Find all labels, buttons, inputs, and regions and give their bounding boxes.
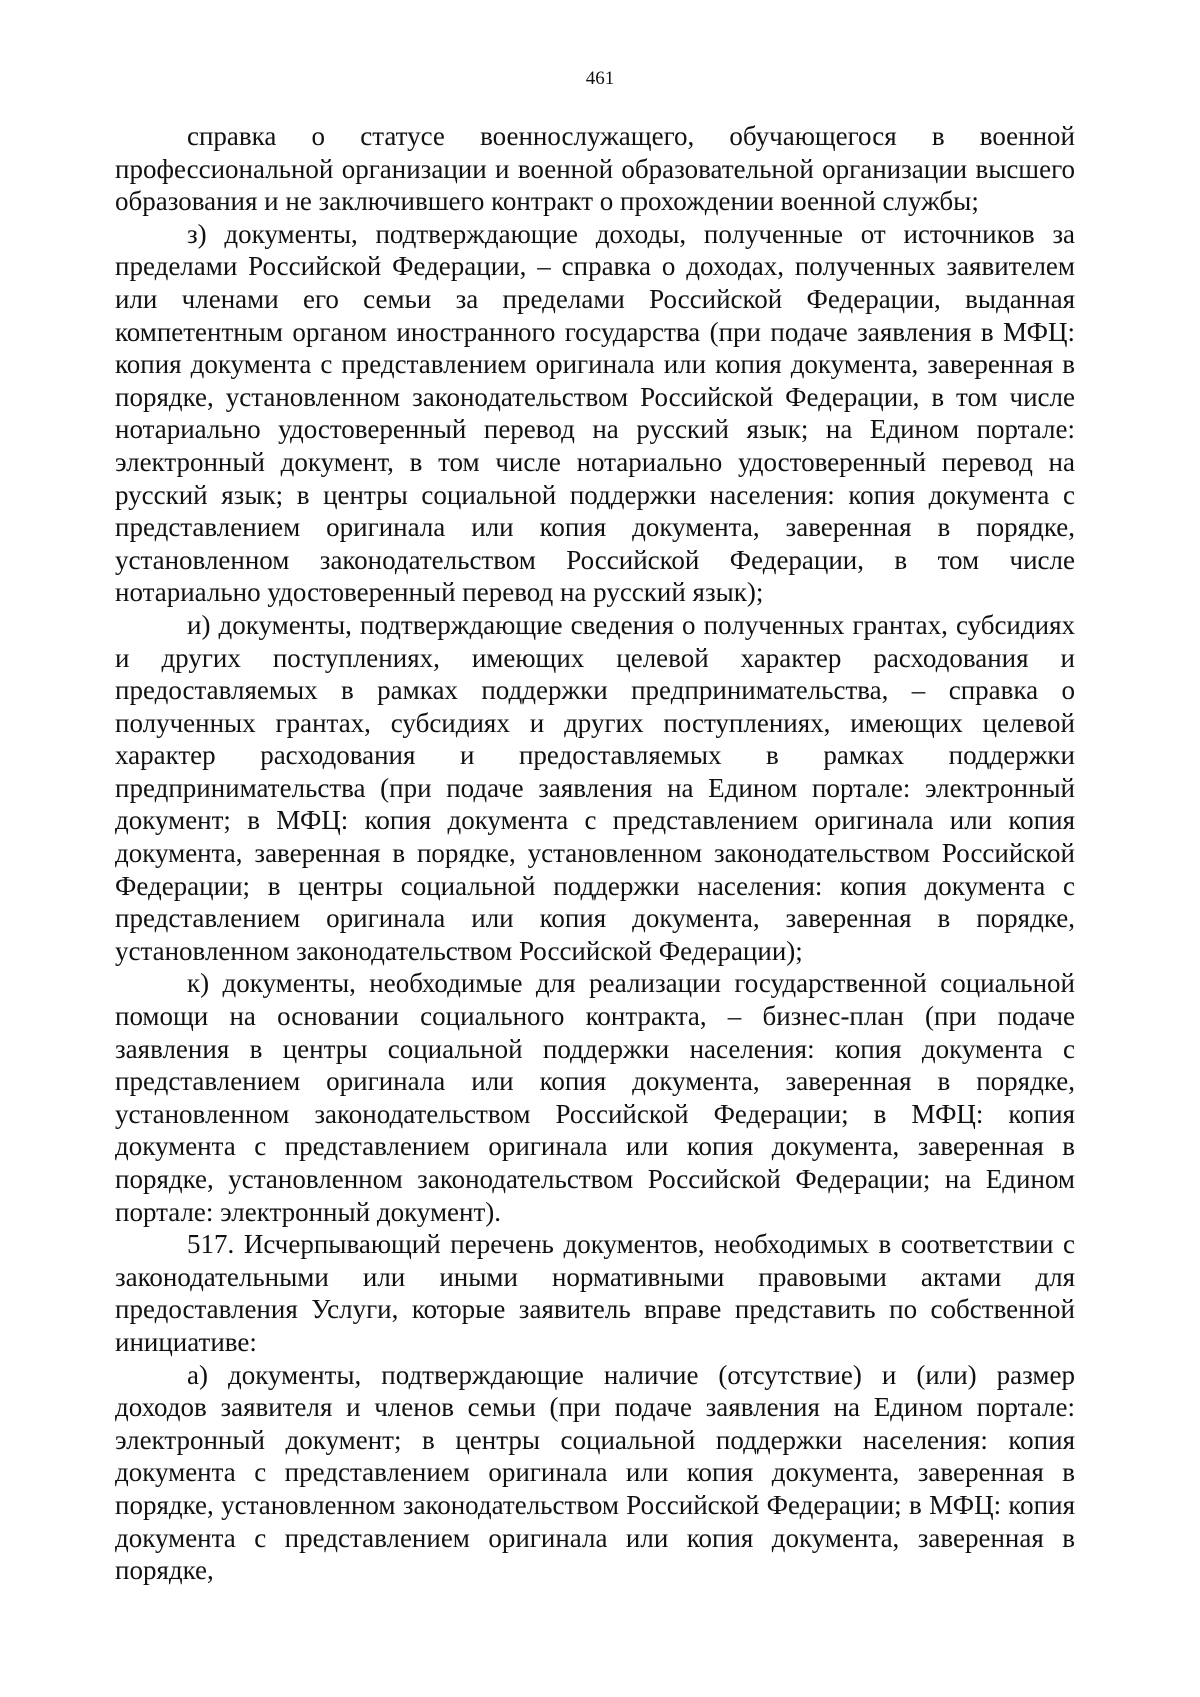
document-body [115, 120, 1075, 1587]
page-number: 461 [585, 68, 615, 89]
paragraph-grants-subsidies: и) документы, подтверждающие сведения о полученных грантах, субсидиях и других поступлениях, имеющих целевой характер расходования и предоставляемых в рамках поддержки предпринимательства, – справка о полученных грантах, субсидиях и других поступлениях, имеющих целевой характер расходования и предоставляемых в рамках поддержки предпринимательства (при подаче заявления на Едином портале: электронный документ; в МФЦ: копия документа с представлением оригинала или копия документа, заверенная в порядке, установленном законодательством Российской Федерации; в центры социальной поддержки населения: копия документа с представлением оригинала или копия документа, заверенная в порядке, установленном законодательством Российской Федерации); [115, 609, 1075, 966]
paragraph-517-document-list: 517. Исчерпывающий перечень документов, необходимых в соответствии с законодательными или иными нормативными правовыми актами для предоставления Услуги, которые заявитель вправе представить по собственной инициативе: [115, 1229, 1075, 1357]
paragraph-income-documents: а) документы, подтверждающие наличие (отсутствие) и (или) размер доходов заявителя и членов семьи (при подаче заявления на Едином портале: электронный документ; в центры социальной поддержки населения: копия документа с представлением оригинала или копия документа, заверенная в порядке, установленном законодательством Российской Федерации; в МФЦ: копия документа с представлением оригинала или копия документа, заверенная в порядке, [115, 1359, 1075, 1586]
paragraph-social-contract: к) документы, необходимые для реализации государственной социальной помощи на основании социального контракта, – бизнес-план (при подаче заявления в центры социальной поддержки населения: копия документа с представлением оригинала или копия документа, заверенная в порядке, установленном законодательством Российской Федерации; в МФЦ: копия документа с представлением оригинала или копия документа, заверенная в порядке, установленном законодательством Российской Федерации; на Едином портале: электронный документ). [115, 968, 1075, 1227]
paragraph-foreign-income: з) документы, подтверждающие доходы, полученные от источников за пределами Российской Федерации, – справка о доходах, полученных заявителем или членами его семьи за пределами Российской Федерации, выданная компетентным органом иностранного государства (при подаче заявления в МФЦ: копия документа с представлением оригинала или копия документа, заверенная в порядке, установленном законодательством Российской Федерации, в том числе нотариально удостоверенный перевод на русский язык; на Едином портале: электронный документ, в том числе нотариально удостоверенный перевод на русский язык; в центры социальной поддержки населения: копия документа с представлением оригинала или копия документа, заверенная в порядке, установленном законодательством Российской Федерации, в том числе нотариально удостоверенный перевод на русский язык); [115, 218, 1075, 608]
paragraph-military-certificate: справка о статусе военнослужащего, обучающегося в военной профессиональной организации и военной образовательной организации высшего образования и не заключившего контракт о прохождении военной службы; [115, 121, 1075, 217]
